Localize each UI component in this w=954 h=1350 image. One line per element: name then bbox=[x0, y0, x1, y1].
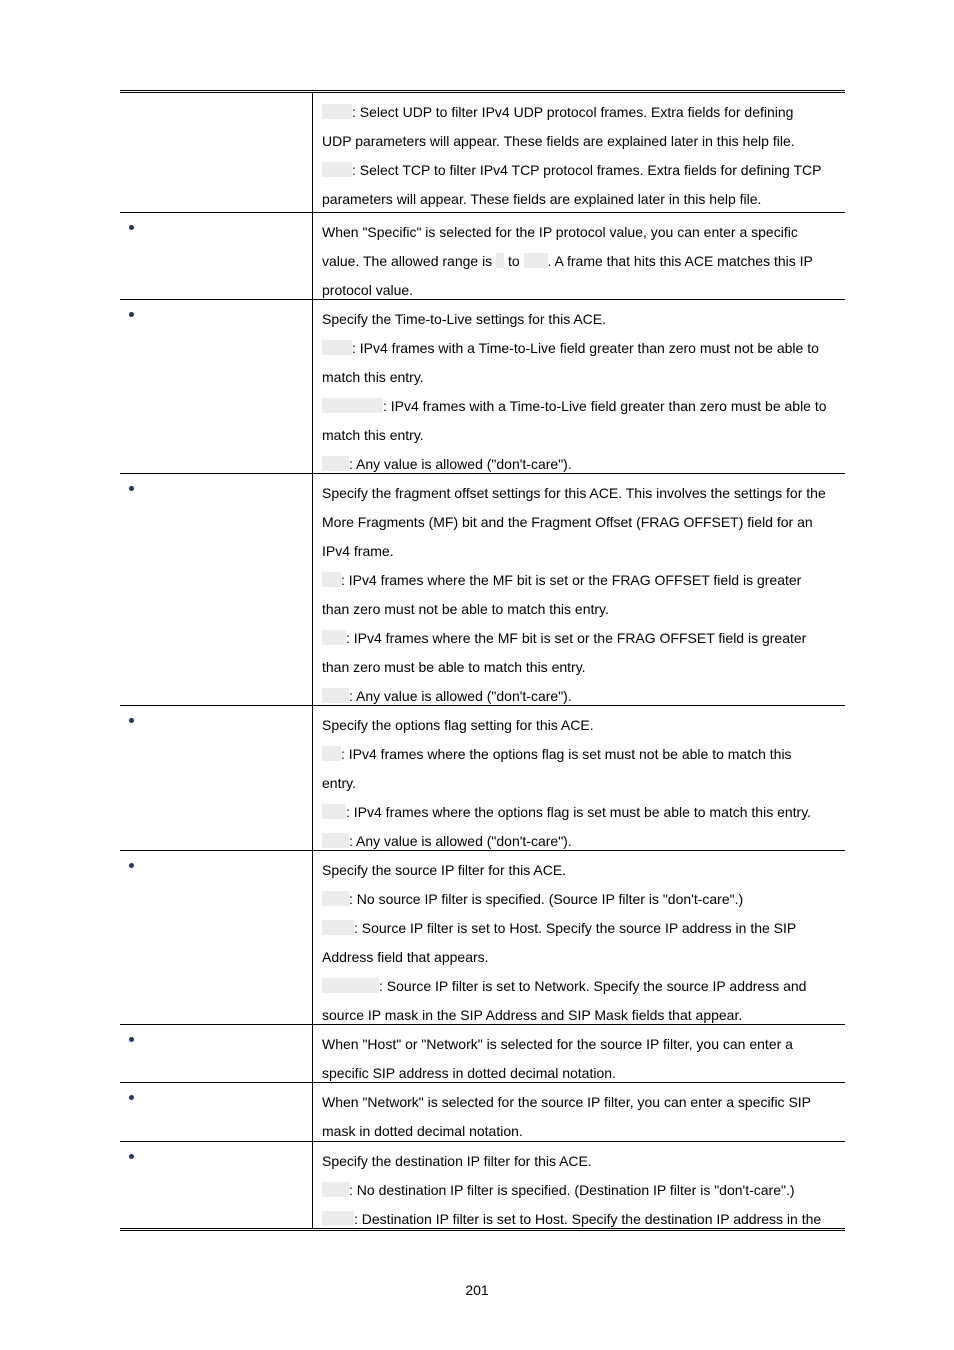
table-row bbox=[120, 1141, 845, 1228]
parameter-cell bbox=[120, 300, 313, 473]
table-row bbox=[120, 299, 845, 473]
bullet-icon bbox=[129, 225, 134, 230]
redacted-term bbox=[322, 746, 341, 761]
table-row bbox=[120, 850, 845, 1024]
redacted-term bbox=[322, 804, 346, 819]
redacted-term bbox=[496, 253, 504, 268]
redacted-term bbox=[322, 104, 352, 119]
description-cell: When "Host" or "Network" is selected for the source IP filter, you can enter a specific SIP address in dotted decimal notation. bbox=[322, 1036, 793, 1081]
redacted-term bbox=[322, 1211, 354, 1226]
bullet-icon bbox=[129, 1037, 134, 1042]
redacted-term bbox=[322, 630, 346, 645]
parameter-cell bbox=[120, 1142, 313, 1228]
parameter-cell bbox=[120, 93, 313, 212]
description-cell: When "Specific" is selected for the IP protocol value, you can enter a specific value. The allowed range is to . A frame that hits this ACE matches this IP protocol value. bbox=[322, 224, 813, 298]
redacted-term bbox=[524, 253, 548, 268]
bullet-icon bbox=[129, 1095, 134, 1100]
description-cell: Specify the fragment offset settings for this ACE. This involves the settings for the More Fragments (MF) bit and the Fragment Offset (FRAG OFFSET) field for an IPv4 frame. : IPv4 frames where the MF bit is set or the FRAG OFFSET field is greater than zero must not be able to match this entry. : IPv4 frames where the MF bit is set or the FRAG OFFSET field is greater than zero must be able to match this entry. : Any value is allowed ("don't-care"). bbox=[322, 485, 826, 704]
parameter-cell bbox=[120, 1083, 313, 1141]
redacted-term bbox=[322, 688, 349, 703]
bullet-icon bbox=[129, 312, 134, 317]
redacted-term bbox=[322, 833, 349, 848]
parameter-cell bbox=[120, 213, 313, 299]
page-number: 201 bbox=[465, 1282, 489, 1298]
parameter-cell bbox=[120, 1025, 313, 1082]
table-row bbox=[120, 1082, 845, 1141]
redacted-term bbox=[322, 162, 352, 177]
redacted-term bbox=[322, 340, 352, 355]
bullet-icon bbox=[129, 486, 134, 491]
redacted-term bbox=[322, 920, 354, 935]
description-cell: : Select UDP to filter IPv4 UDP protocol frames. Extra fields for defining UDP parameters will appear. These fields are explained later in this help file. : Select TCP to filter IPv4 TCP protocol frames. Extra fields for defining TCP parameters will appear. These fields are explained later in this help file. bbox=[322, 104, 822, 207]
description-cell: When "Network" is selected for the source IP filter, you can enter a specific SIP mask in dotted decimal notation. bbox=[322, 1094, 812, 1139]
description-cell: Specify the source IP filter for this ACE. : No source IP filter is specified. (Source IP filter is "don't-care".) : Source IP filter is set to Host. Specify the source IP address in the SIP Address field that appears. : Source IP filter is set to Network. Specify the source IP address and source IP mask in the SIP Address and SIP Mask fields that appear. bbox=[322, 862, 807, 1023]
redacted-term bbox=[322, 978, 379, 993]
table-row bbox=[120, 212, 845, 299]
table-row bbox=[120, 93, 845, 212]
parameter-cell bbox=[120, 851, 313, 1024]
bullet-icon bbox=[129, 1154, 134, 1159]
description-cell: Specify the destination IP filter for this ACE. : No destination IP filter is specified. (Destination IP filter is "don't-care".) : Destination IP filter is set to Host. Specify the destination IP address in the bbox=[322, 1153, 822, 1227]
table-row bbox=[120, 1024, 845, 1082]
description-cell: Specify the Time-to-Live settings for this ACE. : IPv4 frames with a Time-to-Live field greater than zero must not be able to match this entry. : IPv4 frames with a Time-to-Live field greater than zero must be able to match this entry. : Any value is allowed ("don't-care"). bbox=[322, 311, 827, 472]
parameter-cell bbox=[120, 706, 313, 850]
redacted-term bbox=[322, 572, 341, 587]
table-row bbox=[120, 473, 845, 705]
parameter-cell bbox=[120, 474, 313, 705]
parameter-table bbox=[120, 90, 845, 1231]
bullet-icon bbox=[129, 718, 134, 723]
bullet-icon bbox=[129, 863, 134, 868]
redacted-term bbox=[322, 891, 349, 906]
table-row bbox=[120, 705, 845, 850]
redacted-term bbox=[322, 456, 349, 471]
redacted-term bbox=[322, 398, 383, 413]
redacted-term bbox=[322, 1182, 349, 1197]
description-cell: Specify the options flag setting for this ACE. : IPv4 frames where the options flag is set must not be able to match this entry. : IPv4 frames where the options flag is set must be able to match this entry. : Any value is allowed ("don't-care"). bbox=[322, 717, 812, 849]
